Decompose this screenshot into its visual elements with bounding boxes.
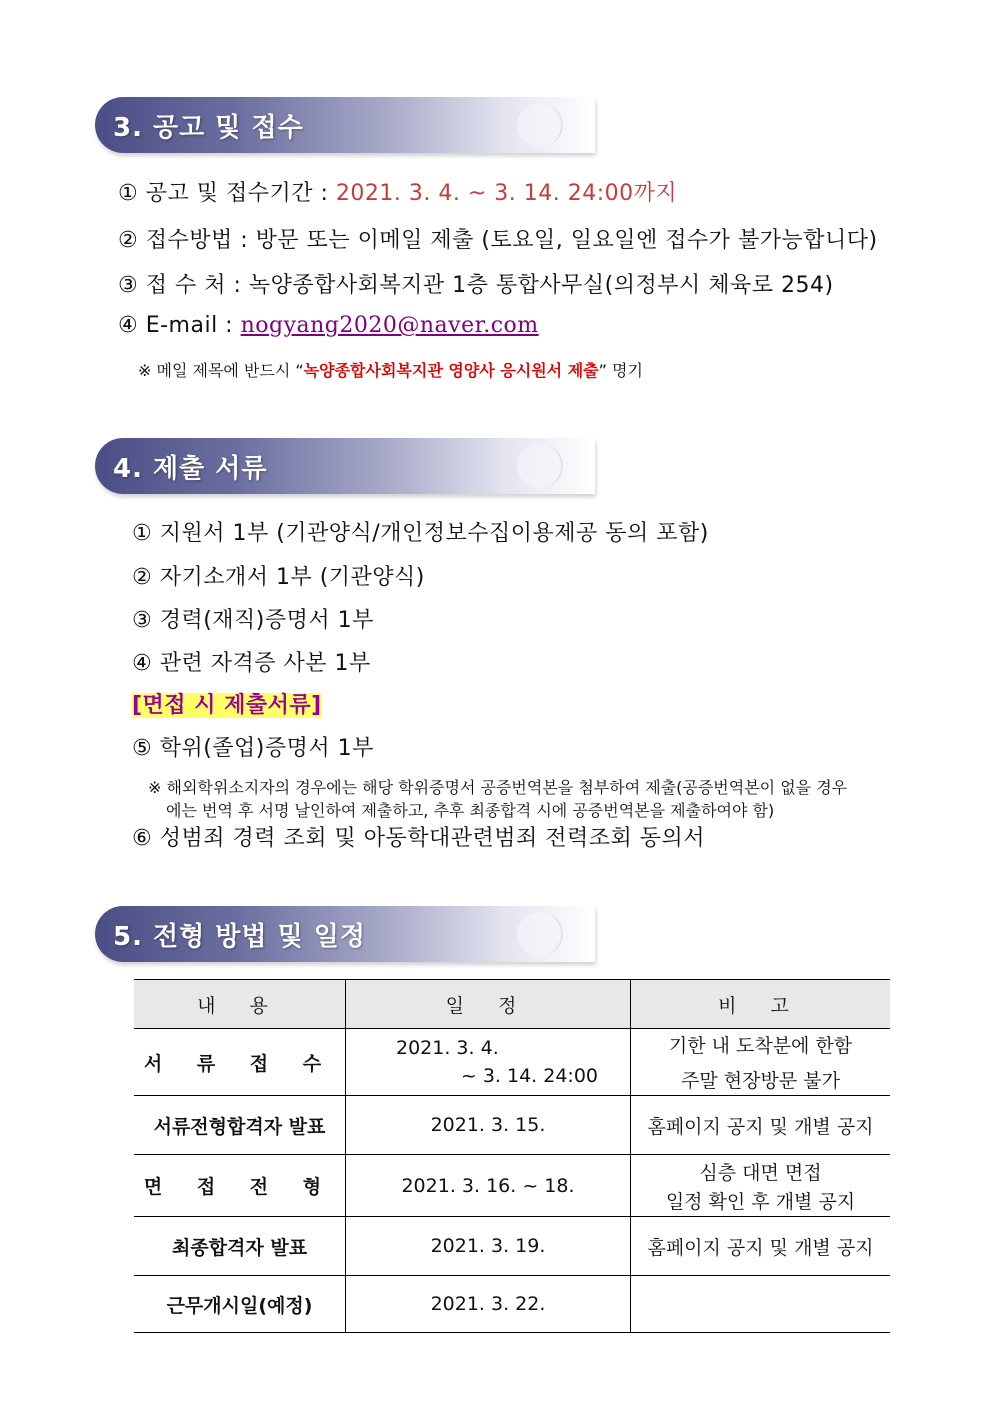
interview-docs-label: [면접 시 제출서류] [132, 693, 322, 718]
banner-cap [517, 103, 563, 147]
table-row [134, 1029, 890, 1096]
note-prefix: ※ 메일 제목에 반드시 “ [138, 361, 304, 380]
section3-item3: ③ 접 수 처 : 녹양종합사회복지관 1층 통합사무실(의정부시 체육로 254) [118, 273, 834, 298]
row-schedule: 2021. 3. 19. [346, 1217, 631, 1276]
section3-item2: ② 접수방법 : 방문 또는 이메일 제출 (토요일, 일요일엔 접수가 불가능합니다) [118, 228, 878, 253]
schedule-line2: ~ 3. 14. 24:00 [460, 1065, 598, 1087]
period-label: ① 공고 및 접수기간 : [118, 181, 336, 206]
row-content: 근무개시일(예정) [134, 1276, 346, 1333]
row-remark [631, 1276, 891, 1333]
section3-title: 3. 공고 및 접수 [113, 113, 304, 143]
remark-line2: 일정 확인 후 개별 공지 [665, 1190, 856, 1213]
table-header-row [134, 980, 890, 1029]
section4-note-line2: 에는 번역 후 서명 날인하여 제출하고, 추후 최종합격 시에 공증번역본을 제출하여야 함) [166, 801, 775, 820]
table-row [134, 1276, 890, 1333]
section5-title: 5. 전형 방법 및 일정 [113, 922, 366, 952]
section4-item6: ⑥ 성범죄 경력 조회 및 아동학대관련범죄 전력조회 동의서 [132, 826, 705, 851]
section4-item4: ④ 관련 자격증 사본 1부 [132, 651, 371, 676]
row-remark: 홈페이지 공지 및 개별 공지 [631, 1217, 891, 1276]
row-remark [631, 1155, 891, 1217]
table-row [134, 1096, 890, 1155]
remark-line1: 기한 내 도착분에 한함 [668, 1035, 853, 1057]
section3-item1 [118, 176, 677, 207]
section4-item1: ① 지원서 1부 (기관양식/개인정보수집이용제공 동의 포함) [132, 521, 709, 546]
note-emphasis: 녹양종합사회복지관 영양사 응시원서 제출 [303, 361, 599, 380]
remark-line2: 주말 현장방문 불가 [681, 1070, 840, 1092]
row-schedule: 2021. 3. 16. ~ 18. [346, 1155, 631, 1217]
row-schedule [346, 1029, 631, 1096]
schedule-table [134, 979, 890, 1333]
row-remark [631, 1029, 891, 1096]
section5-banner [95, 906, 595, 962]
section4-title: 4. 제출 서류 [113, 454, 268, 484]
banner-cap [517, 912, 563, 956]
section3-banner [95, 97, 595, 153]
header-remark: 비 고 [631, 980, 891, 1029]
row-content: 서 류 접 수 [134, 1029, 346, 1096]
note-suffix: ” 명기 [598, 361, 643, 380]
section3-item4 [118, 313, 539, 338]
header-schedule: 일 정 [346, 980, 631, 1029]
row-content: 서류전형합격자 발표 [134, 1096, 346, 1155]
section4-banner [95, 438, 595, 494]
period-value: 2021. 3. 4. ~ 3. 14. 24:00까지 [335, 181, 678, 206]
table-row [134, 1155, 890, 1217]
table-row [134, 1217, 890, 1276]
remark-line1: 심층 대면 면접 [699, 1161, 822, 1184]
interview-docs-header [132, 688, 322, 719]
section4-item5: ⑤ 학위(졸업)증명서 1부 [132, 736, 374, 761]
row-content: 면 접 전 형 [134, 1155, 346, 1217]
row-schedule: 2021. 3. 15. [346, 1096, 631, 1155]
email-label: ④ E-mail : [118, 313, 241, 338]
section3-note [138, 358, 643, 381]
row-content: 최종합격자 발표 [134, 1217, 346, 1276]
section4-item2: ② 자기소개서 1부 (기관양식) [132, 565, 425, 590]
section4-note-line1: ※ 해외학위소지자의 경우에는 해당 학위증명서 공증번역본을 첨부하여 제출(공증번역본이 없을 경우 [148, 778, 848, 797]
schedule-line1: 2021. 3. 4. [396, 1037, 499, 1059]
row-schedule: 2021. 3. 22. [346, 1276, 631, 1333]
section4-item3: ③ 경력(재직)증명서 1부 [132, 608, 374, 633]
row-remark: 홈페이지 공지 및 개별 공지 [631, 1096, 891, 1155]
header-content: 내 용 [134, 980, 346, 1029]
banner-cap [517, 444, 563, 488]
email-link[interactable]: nogyang2020@naver.com [240, 313, 539, 338]
